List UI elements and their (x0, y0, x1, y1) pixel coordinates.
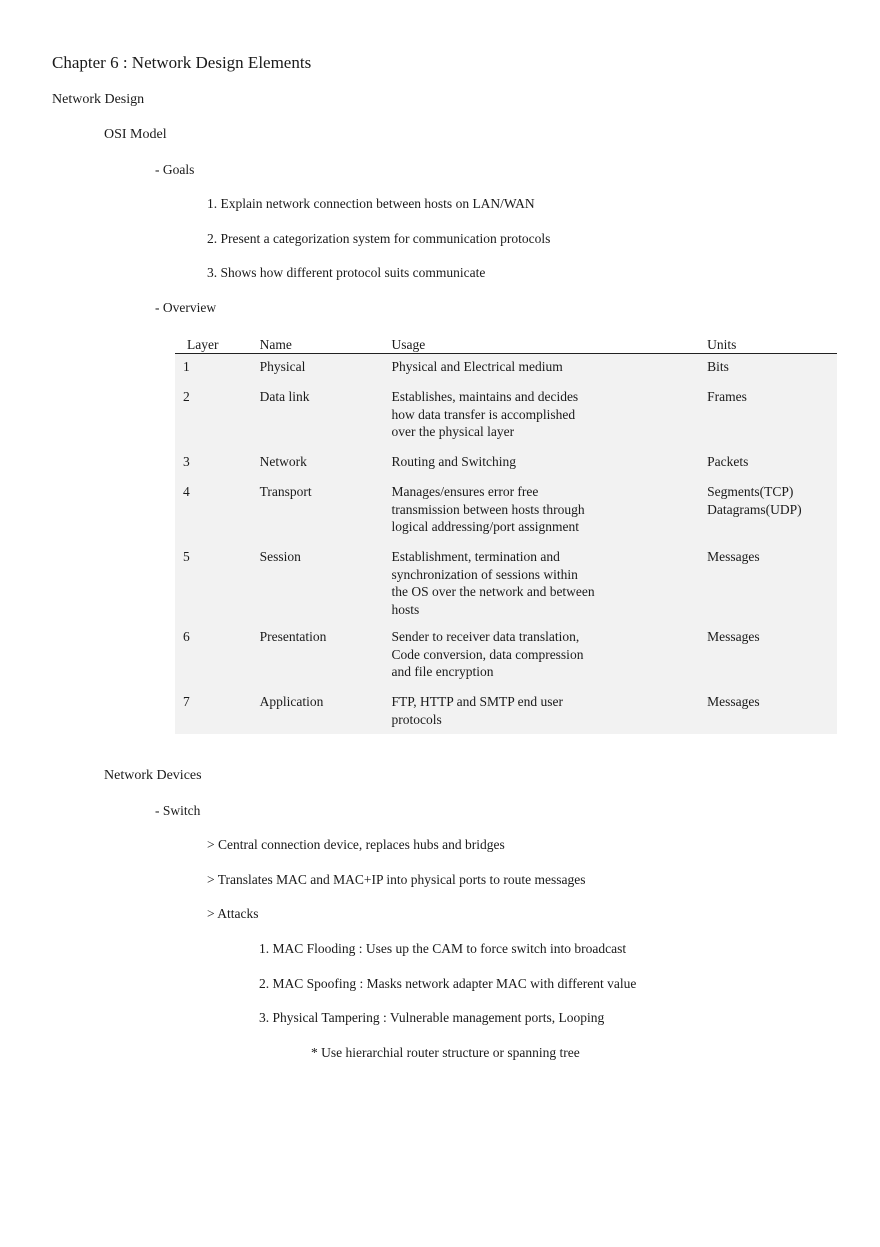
cell-name: Session (260, 544, 392, 624)
cell-layer: 4 (175, 479, 260, 544)
attack-item: 2. MAC Spoofing : Masks network adapter MAC with different value (259, 976, 637, 991)
cell-units: Segments(TCP) Datagrams(UDP) (707, 479, 837, 544)
attack-item: 1. MAC Flooding : Uses up the CAM to force switch into broadcast (259, 941, 627, 956)
cell-units: Packets (707, 449, 837, 479)
cell-name: Network (260, 449, 392, 479)
page-title: Chapter 6 : Network Design Elements (52, 53, 312, 72)
osi-layer-table (175, 334, 837, 734)
column-header-name: Name (260, 334, 392, 354)
column-header-layer: Layer (175, 334, 260, 354)
cell-layer: 6 (175, 624, 260, 689)
goals-label: - Goals (155, 162, 195, 177)
cell-layer: 3 (175, 449, 260, 479)
cell-units: Messages (707, 624, 837, 689)
attack-item: 3. Physical Tampering : Vulnerable management ports, Looping (259, 1010, 605, 1025)
table-row (175, 624, 837, 689)
switch-point: > Translates MAC and MAC+IP into physical ports to route messages (207, 872, 586, 887)
table-row (175, 689, 837, 734)
column-header-units: Units (707, 334, 837, 354)
cell-layer: 7 (175, 689, 260, 734)
cell-name: Application (260, 689, 392, 734)
goal-item: 3. Shows how different protocol suits communicate (207, 265, 486, 280)
cell-usage: Establishes, maintains and decides how data transfer is accomplished over the physical layer (391, 384, 707, 449)
table-row (175, 354, 837, 385)
cell-usage: Manages/ensures error free transmission between hosts through logical addressing/port assignment (391, 479, 707, 544)
cell-layer: 5 (175, 544, 260, 624)
cell-name: Physical (260, 354, 392, 385)
cell-layer: 1 (175, 354, 260, 385)
cell-units: Messages (707, 544, 837, 624)
section-heading-network-devices: Network Devices (104, 768, 202, 783)
cell-layer: 2 (175, 384, 260, 449)
overview-label: - Overview (155, 300, 217, 315)
table-row (175, 544, 837, 624)
cell-units: Bits (707, 354, 837, 385)
table-row (175, 384, 837, 449)
goal-item: 2. Present a categorization system for communication protocols (207, 231, 551, 246)
table-row (175, 449, 837, 479)
cell-units: Messages (707, 689, 837, 734)
cell-name: Presentation (260, 624, 392, 689)
cell-usage: Physical and Electrical medium (391, 354, 707, 385)
cell-name: Data link (260, 384, 392, 449)
goal-item: 1. Explain network connection between hosts on LAN/WAN (207, 196, 535, 211)
column-header-usage: Usage (391, 334, 707, 354)
table-row (175, 479, 837, 544)
cell-usage: Routing and Switching (391, 449, 707, 479)
cell-usage: FTP, HTTP and SMTP end user protocols (391, 689, 707, 734)
subheading-osi-model: OSI Model (104, 127, 167, 142)
cell-name: Transport (260, 479, 392, 544)
switch-point: > Central connection device, replaces hubs and bridges (207, 837, 505, 852)
cell-usage: Sender to receiver data translation, Code conversion, data compression and file encryption (391, 624, 707, 689)
mitigation-note: * Use hierarchial router structure or spanning tree (311, 1045, 580, 1060)
switch-label: - Switch (155, 803, 201, 818)
section-heading-network-design: Network Design (52, 92, 145, 107)
switch-point: > Attacks (207, 906, 259, 921)
table-header-row (175, 334, 837, 354)
cell-units: Frames (707, 384, 837, 449)
cell-usage: Establishment, termination and synchronization of sessions within the OS over the network and between hosts (391, 544, 707, 624)
